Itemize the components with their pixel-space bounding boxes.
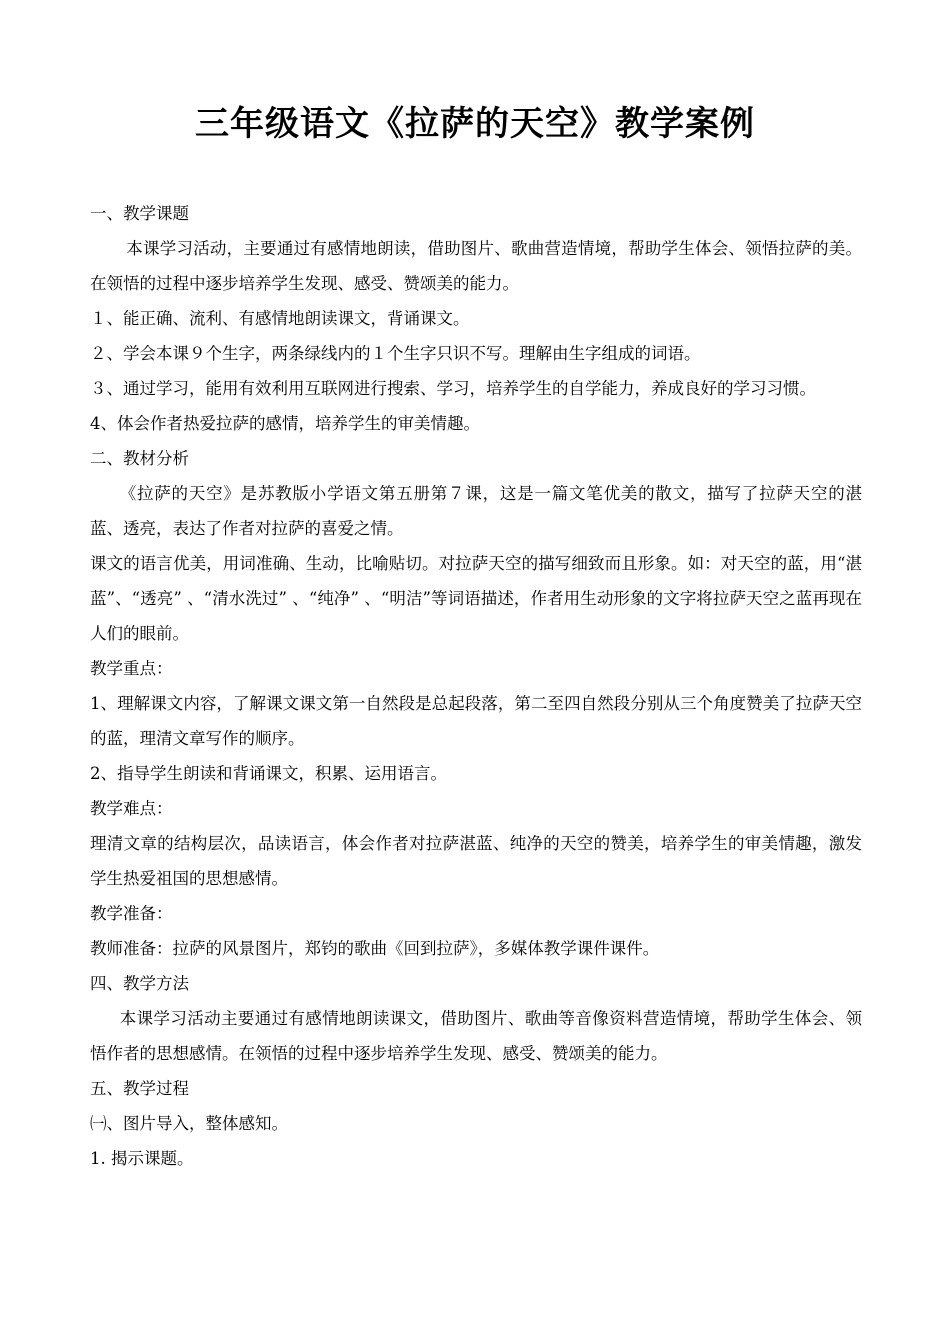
goal-item-3: ３、通过学习，能用有效利用互联网进行搜索、学习，培养学生的自学能力，养成良好的学习习惯。 (90, 379, 816, 398)
document-body (90, 196, 862, 1176)
paragraph-methods: 本课学习活动主要通过有感情地朗读课文，借助图片、歌曲等音像资料营造情境，帮助学生体会、领悟作者的思想感情。在领悟的过程中逐步培养学生发现、感受、赞颂美的能力。 (90, 1009, 862, 1063)
section-heading-process: 五、教学过程 (90, 1079, 189, 1098)
section-heading-analysis: 二、教材分析 (90, 449, 189, 468)
paragraph-preparation: 教师准备：拉萨的风景图片，郑钧的歌曲《回到拉萨》，多媒体教学课件课件。 (90, 939, 660, 958)
document-title: 三年级语文《拉萨的天空》教学案例 (195, 104, 755, 144)
goal-item-2: ２、学会本课９个生字，两条绿线内的１个生字只识不写。理解由生字组成的词语。 (90, 344, 701, 363)
key-point-2: 2、指导学生朗读和背诵课文，积累、运用语言。 (90, 764, 447, 783)
process-step-1: ㈠、图片导入，整体感知。 (90, 1114, 288, 1133)
heading-difficulties: 教学难点： (90, 799, 173, 818)
paragraph-difficulties: 理清文章的结构层次，品读语言，体会作者对拉萨湛蓝、纯净的天空的赞美，培养学生的审美情趣，激发学生热爱祖国的思想感情。 (90, 834, 862, 888)
heading-key-points: 教学重点： (90, 659, 173, 678)
goal-item-1: １、能正确、流利、有感情地朗读课文，背诵课文。 (90, 309, 470, 328)
section-heading-topic: 一、教学课题 (90, 204, 189, 223)
paragraph-analysis-intro: 《拉萨的天空》是苏教版小学语文第五册第７课，这是一篇文笔优美的散文，描写了拉萨天空的湛蓝、透亮，表达了作者对拉萨的喜爱之情。 (90, 484, 862, 538)
process-substep-1: 1. 揭示课题。 (90, 1149, 194, 1168)
goal-item-4: 4、体会作者热爱拉萨的感情，培养学生的审美情趣。 (90, 414, 480, 433)
key-point-1: 1、理解课文内容，了解课文课文第一自然段是总起段落，第二至四自然段分别从三个角度赞美了拉萨天空的蓝，理清文章写作的顺序。 (90, 694, 862, 748)
paragraph-topic-intro: 本课学习活动，主要通过有感情地朗读，借助图片、歌曲营造情境，帮助学生体会、领悟拉萨的美。在领悟的过程中逐步培养学生发现、感受、赞颂美的能力。 (90, 239, 862, 293)
section-heading-methods: 四、教学方法 (90, 974, 189, 993)
paragraph-language: 课文的语言优美，用词准确、生动，比喻贴切。对拉萨天空的描写细致而且形象。如：对天空的蓝，用“湛蓝”、“透亮” 、“清水洗过” 、“纯净” 、“明洁”等词语描述，作者用生动形象的文字将拉萨天空之蓝再现在人们的眼前。 (90, 554, 862, 643)
heading-preparation: 教学准备： (90, 904, 173, 923)
